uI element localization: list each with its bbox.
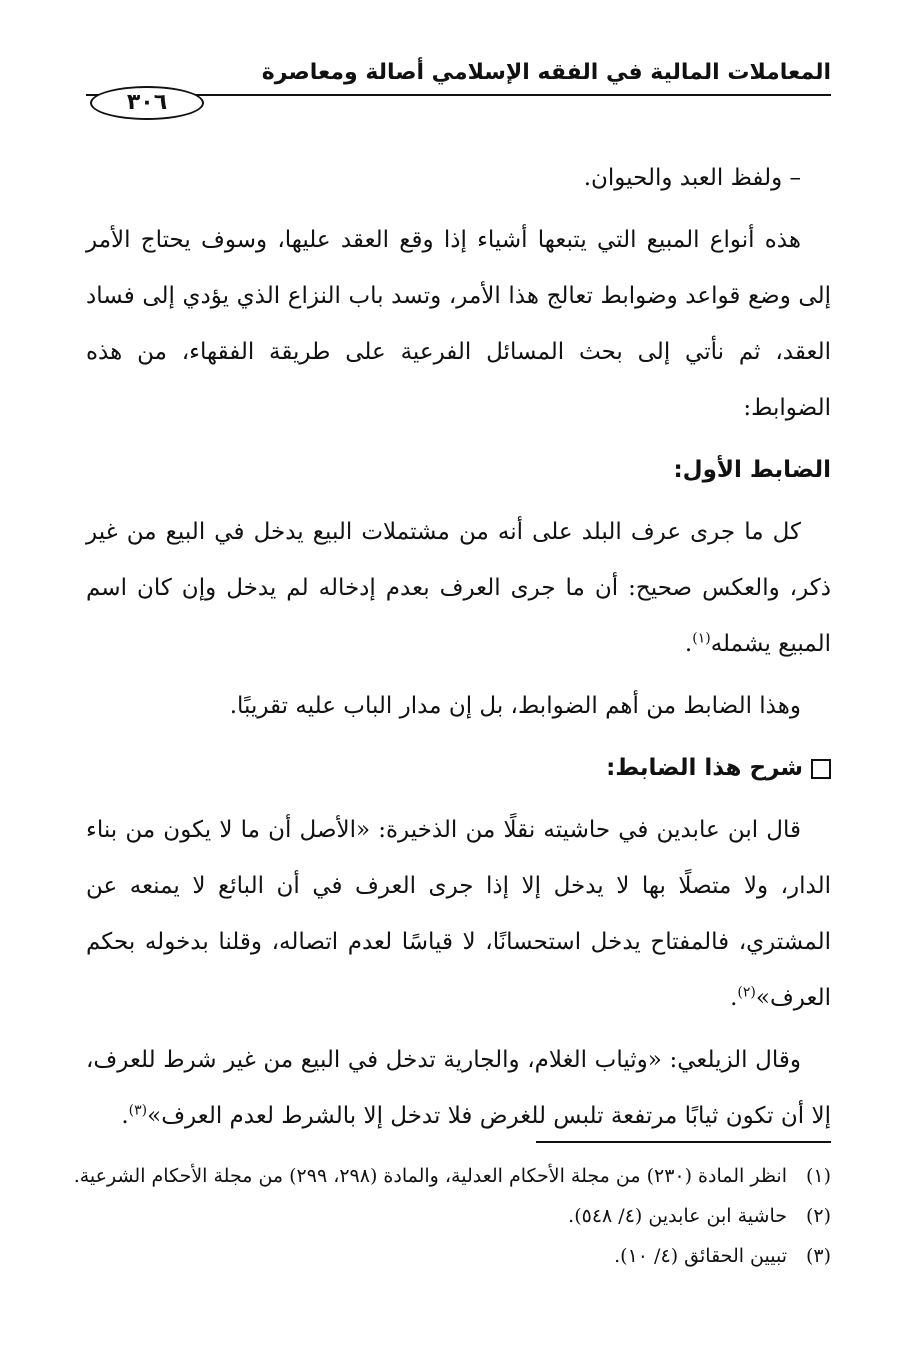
paragraph-end: . xyxy=(121,1103,129,1129)
footnote-text: انظر المادة (٢٣٠) من مجلة الأحكام العدلية، والمادة (٢٩٨، ٢٩٩) من مجلة الأحكام الشرعية. xyxy=(73,1165,787,1187)
footnote-ref: (١) xyxy=(692,630,711,647)
paragraph: هذه أنواع المبيع التي يتبعها أشياء إذا وقع العقد عليها، وسوف يحتاج الأمر إلى وضع قواعد وضوابط تعالج هذا الأمر، وتسد باب النزاع الذي يؤدي إلى فساد العقد، ثم نأتي إلى بحث المسائل الفرعية على طريقة الفقهاء، من هذه الضوابط: xyxy=(86,227,831,421)
running-header-title: المعاملات المالية في الفقه الإسلامي أصالة ومعاصرة xyxy=(261,60,831,85)
footnote-number: (٢) xyxy=(805,1205,831,1227)
footnote-text: تبيين الحقائق (٤/ ١٠). xyxy=(614,1245,787,1267)
paragraph-text: وقال الزيلعي: «وثياب الغلام، والجارية تدخل في البيع من غير شرط للعرف، إلا أن تكون ثيابًا مرتفعة تلبس للغرض فلا تدخل إلا بالشرط لعدم العرف» xyxy=(86,1047,831,1129)
footnote xyxy=(56,1240,831,1272)
intro-line: – ولفظ العبد والحيوان. xyxy=(583,165,801,191)
paragraph-text: قال ابن عابدين في حاشيته نقلًا من الذخيرة: «الأصل أن ما لا يكون من بناء الدار، ولا متصلًا بها لا يدخل إلا إذا جرى العرف في أن البائع لا يمنعه عن المشتري، فالمفتاح يدخل استحسانًا، لا قياسًا لعدم اتصاله، وقلنا بدخوله بحكم العرف» xyxy=(86,817,831,1011)
footnote xyxy=(56,1200,831,1232)
paragraph: وهذا الضابط من أهم الضوابط، بل إن مدار الباب عليه تقريبًا. xyxy=(229,693,801,719)
footnote-ref: (٢) xyxy=(737,984,756,1001)
square-bullet-icon xyxy=(811,759,831,779)
footnote-rule xyxy=(536,1141,831,1143)
footnote-number: (٣) xyxy=(805,1245,831,1267)
main-text xyxy=(86,150,831,1150)
paragraph xyxy=(86,1032,831,1144)
subsection-heading xyxy=(86,740,831,796)
paragraph xyxy=(86,504,831,672)
section-heading: الضابط الأول: xyxy=(673,457,831,483)
footnote-number: (١) xyxy=(805,1165,831,1187)
paragraph-text: كل ما جرى عرف البلد على أنه من مشتملات البيع يدخل في البيع من غير ذكر، والعكس صحيح: أن ما جرى العرف بعدم إدخاله لم يدخل وإن كان اسم المبيع يشمله xyxy=(86,519,831,657)
paragraph-end: . xyxy=(730,985,738,1011)
footnotes xyxy=(56,1160,831,1280)
footnote-text: حاشية ابن عابدين (٤/ ٥٤٨). xyxy=(568,1205,787,1227)
page-number: ٣٠٦ xyxy=(90,86,204,120)
paragraph-end: . xyxy=(684,631,693,657)
paragraph xyxy=(86,802,831,1026)
subsection-heading-text: شرح هذا الضابط: xyxy=(606,755,803,781)
footnote xyxy=(56,1160,831,1192)
footnote-ref: (٣) xyxy=(128,1102,148,1119)
